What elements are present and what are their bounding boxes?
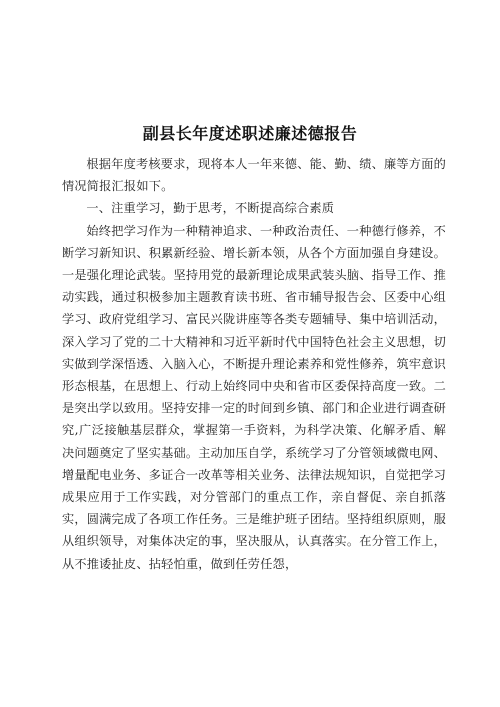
- body-paragraph: 始终把学习作为一种精神追求、一种政治责任、一种德行修养，不断学习新知识、积累新经验、增长新本领，从各个方面加强自身建设。一是强化理论武装。坚持用党的最新理论成果武装头脑、指导工作、推动实践，通过积极参加主题教育读书班、省市辅导报告会、区委中心组学习、政府党组学习、富民兴陇讲座等各类专题辅导、集中培训活动，深入学习了党的二十大精神和习近平新时代中国特色社会主义思想，切实做到学深悟透、入脑入心，不断提升理论素养和党性修养，筑牢意识形态根基，在思想上、行动上始终同中央和省市区委保持高度一致。二是突出学以致用。坚持安排一定的时间到乡镇、部门和企业进行调查研究,广泛接触基层群众，掌握第一手资料，为科学决策、化解矛盾、解决问题奠定了坚实基础。主动加压自学，系统学习了分管领域微电网、增量配电业务、多证合一改革等相关业务、法律法规知识，自觉把学习成果应用于工作实践，对分管部门的重点工作，亲自督促、亲自抓落实，圆满完成了各项工作任务。三是维护班子团结。坚持组织原则，服从组织领导，对集体决定的事，坚决服从，认真落实。在分管工作上，从不推诿扯皮、拈轻怕重，做到任劳任怨，: [62, 223, 447, 571]
- document-title: 副县长年度述职述廉述德报告: [142, 124, 358, 143]
- intro-paragraph: 根据年度考核要求，现将本人一年来德、能、勤、绩、廉等方面的情况简报汇报如下。: [62, 157, 446, 194]
- section-heading: 一、注重学习，勤于思考，不断提高综合素质: [86, 201, 335, 216]
- document-body: [62, 153, 446, 575]
